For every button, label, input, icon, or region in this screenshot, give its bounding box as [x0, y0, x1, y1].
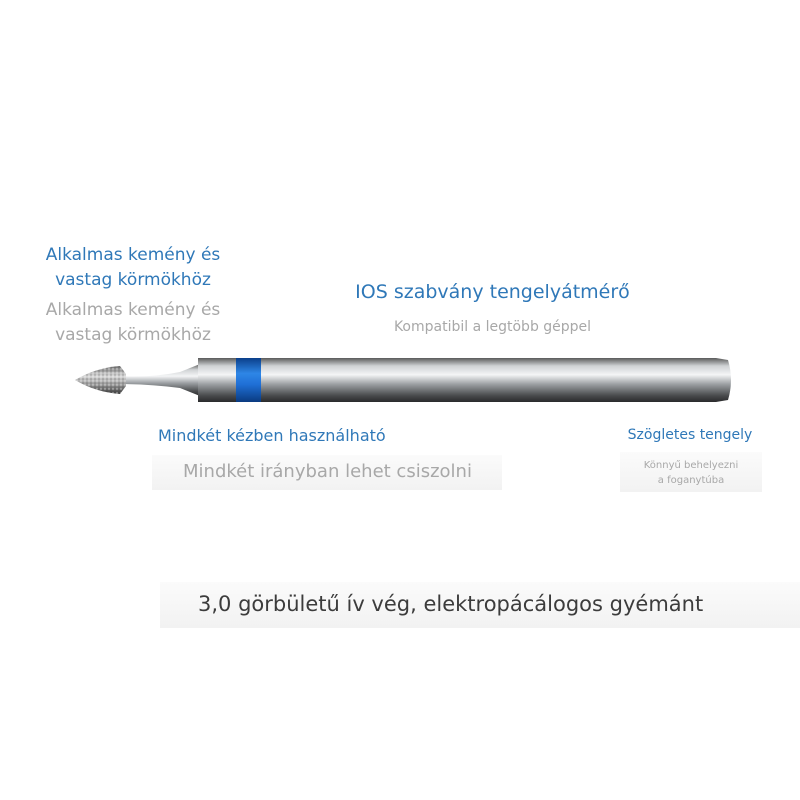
- left-blue-line-2: vastag körmökhöz: [55, 270, 211, 290]
- left-gray-line-1: Alkalmas kemény és: [45, 300, 221, 320]
- bottom-caption: 3,0 görbületű ív vég, elektropácálogos gyémánt: [198, 592, 704, 616]
- square-shank-sub-2: a foganytúba: [657, 475, 725, 486]
- square-shank-label: Szögletes tengely: [627, 427, 753, 443]
- left-gray-line-2: vastag körmökhöz: [55, 325, 211, 345]
- both-directions-label: Mindkét irányban lehet csiszolni: [183, 461, 472, 482]
- both-hands-label: Mindkét kézben használható: [158, 426, 386, 445]
- square-shank-sub-1: Könnyű behelyezni: [643, 460, 739, 471]
- left-blue-line-1: Alkalmas kemény és: [45, 245, 221, 265]
- ios-title: IOS szabvány tengelyátmérő: [355, 281, 630, 303]
- ios-subtitle: Kompatibil a legtöbb géppel: [393, 319, 592, 335]
